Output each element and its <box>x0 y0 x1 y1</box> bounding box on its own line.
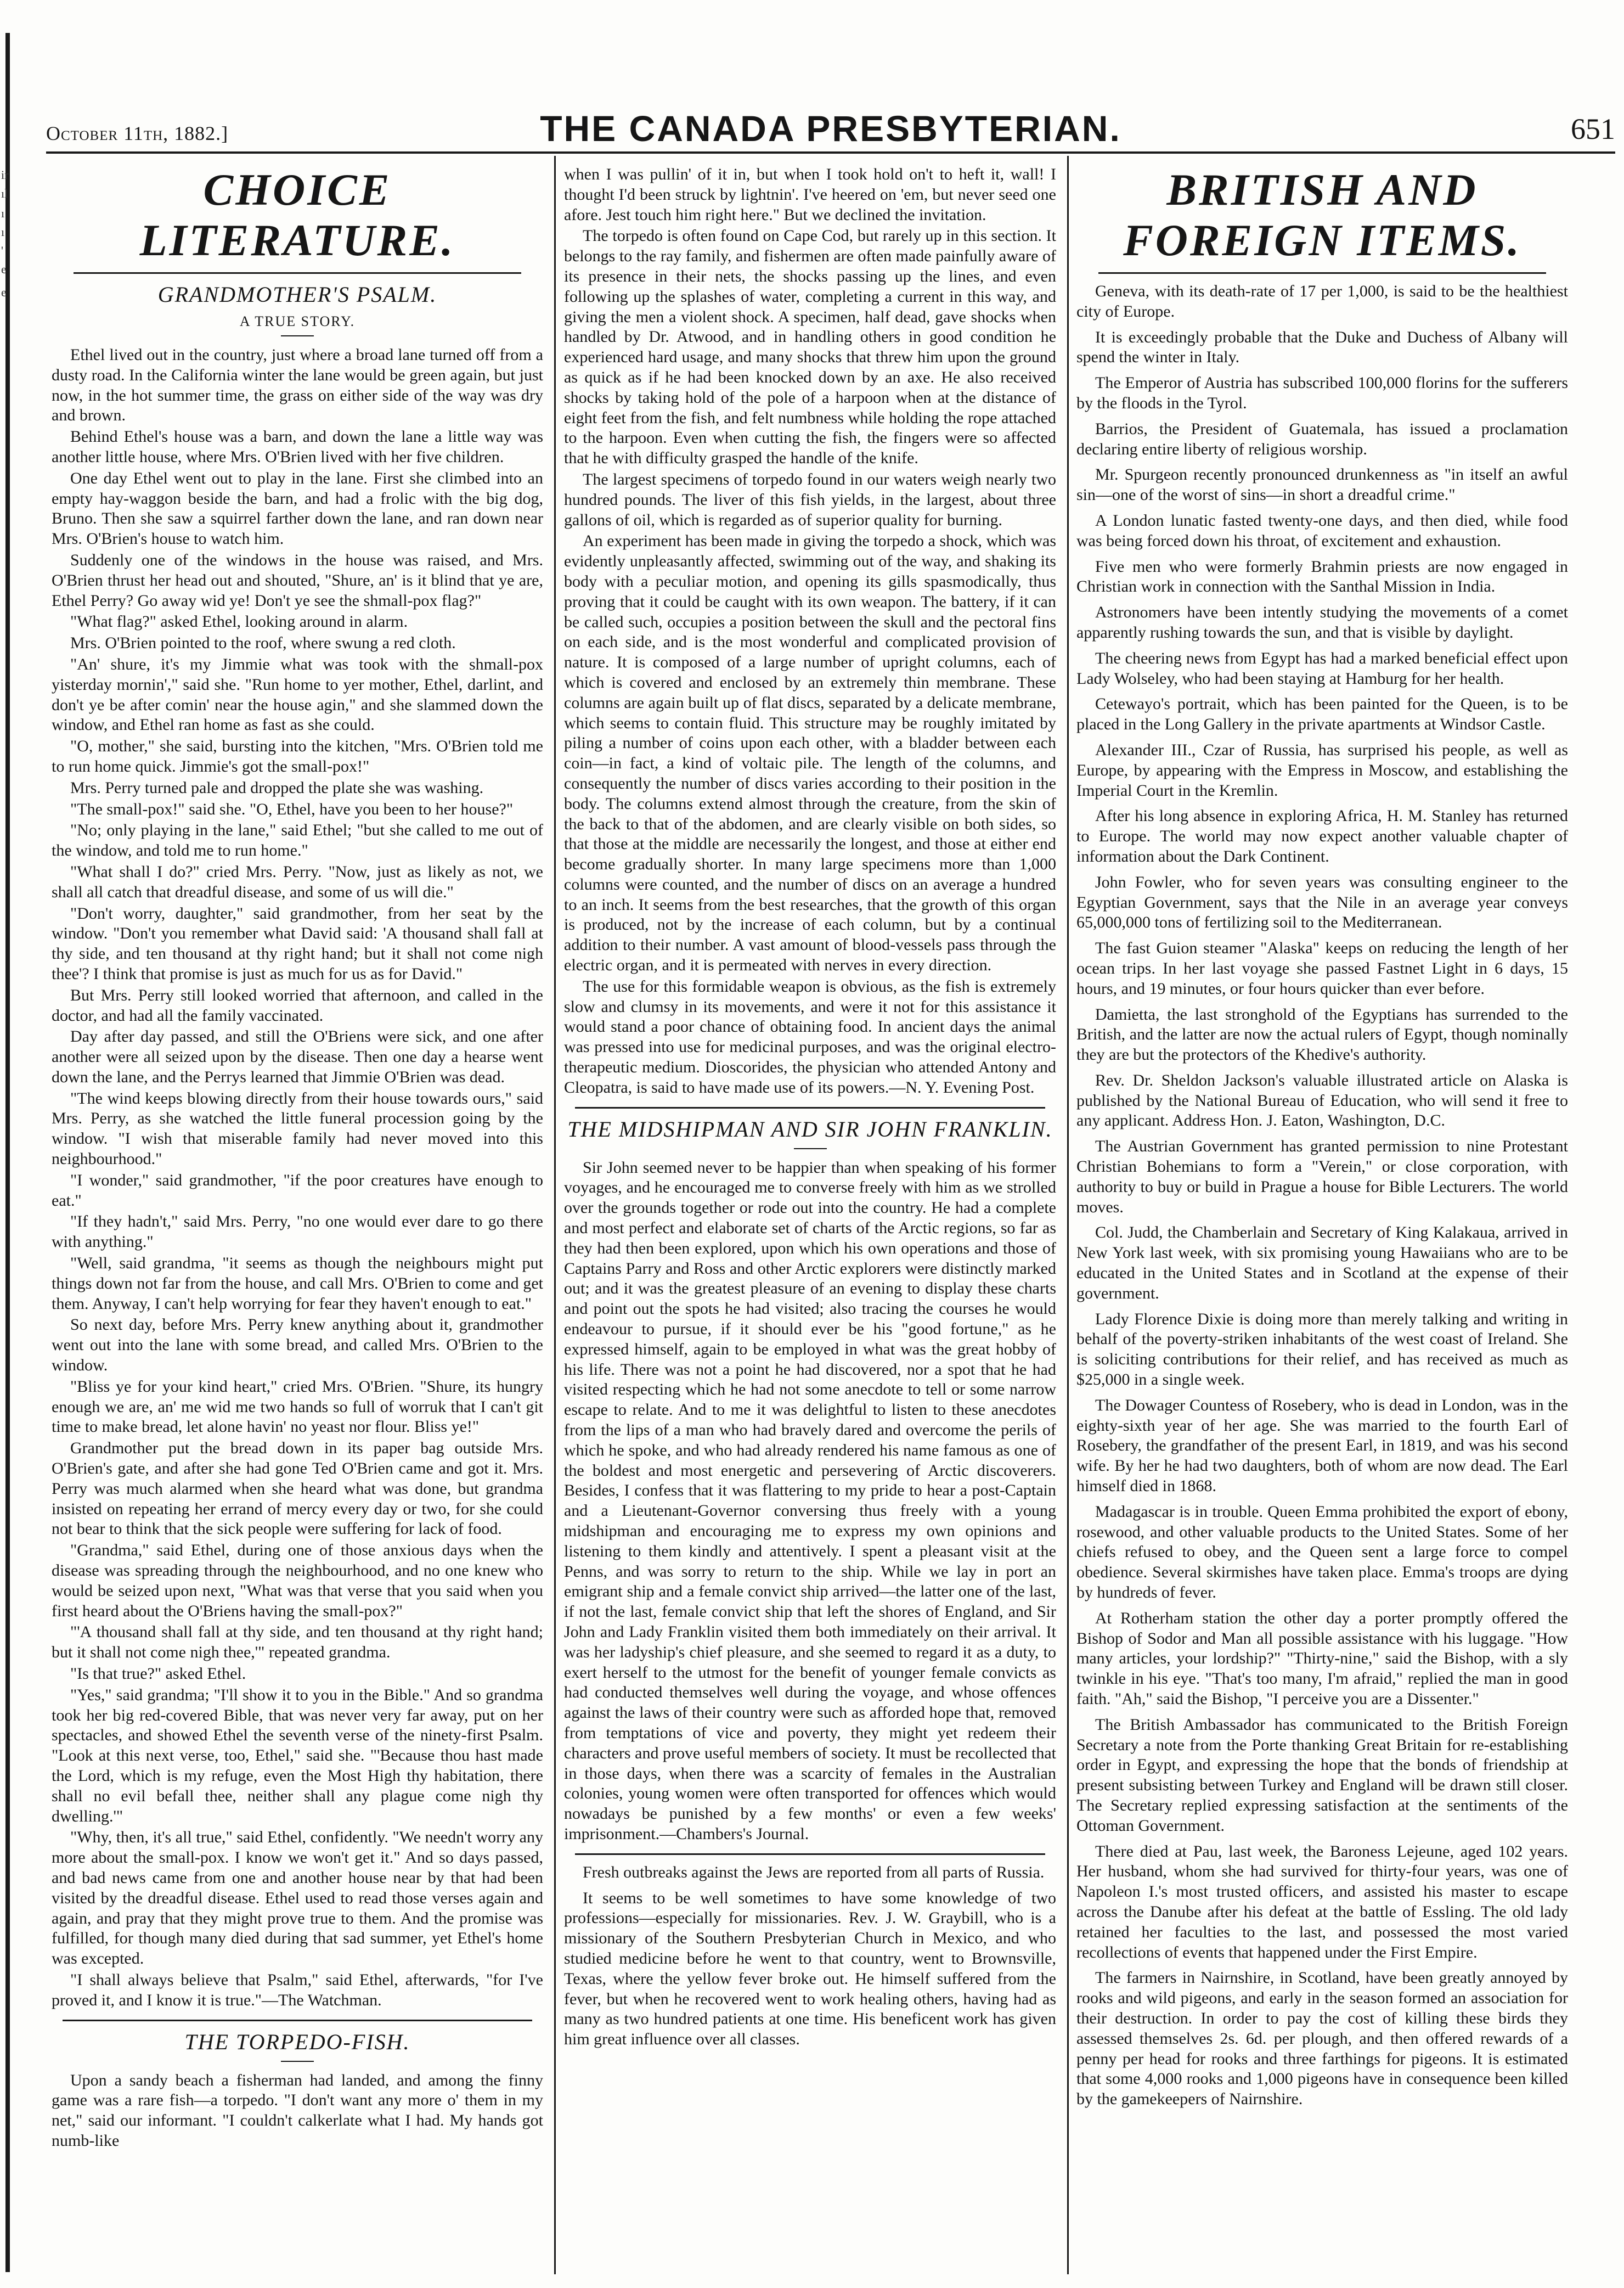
paragraph: The use for this formidable weapon is obvious, as the fish is extremely slow and clumsy in its movements, and were it not for this assistance it would stand a poor chance of obtaining food. In ancient days the animal was pressed into use for medicinal purposes, and was the original electro-therapeutic medium. Dioscorides, the physician who attended Antony and Cleopatra, is said to have made use of its powers.—N. Y. Evening Post. <box>564 977 1056 1097</box>
margin-mark: e <box>1 262 7 276</box>
page-number: 651 <box>1571 113 1615 145</box>
newspaper-title: THE CANADA PRESBYTERIAN. <box>540 108 1121 149</box>
column-rule <box>1067 156 1069 2274</box>
column-right <box>1076 165 1568 2278</box>
news-item: Five men who were formerly Brahmin priests are now engaged in Christian work in connection with the Santhal Mission in India. <box>1076 557 1568 596</box>
news-item: Mr. Spurgeon recently pronounced drunkenness as "in itself an awful sin—one of the worst of sins—in short a dreadful crime." <box>1076 465 1568 504</box>
paragraph: So next day, before Mrs. Perry knew anything about it, grandmother went out into the lane with some bread, and called Mrs. O'Brien to the window. <box>52 1316 543 1375</box>
news-item: The British Ambassador has communicated to the British Foreign Secretary a note from the Porte thanking Great Britain for re-establishing order in Egypt, and expressing the hope that the bonds of friendship at present subsisting between Turkey and England will be drawn still closer. The Secretary replied expressing satisfaction at the sentiments of the Ottoman Government. <box>1076 1715 1568 1835</box>
paragraph: "'A thousand shall fall at thy side, and ten thousand at thy right hand; but it shall not come nigh thee,'" repeated grandma. <box>52 1623 543 1662</box>
masthead-rule <box>1098 272 1546 274</box>
section-rule <box>63 2020 532 2021</box>
news-item: It seems to be well sometimes to have some knowledge of two professions—especially for missionaries. Rev. J. W. Graybill, who is a missionary of the Southern Presbyterian Church in Mexico, and who studied medicine before he went to that country, went to Brownsville, Texas, where the yellow fever broke out. He himself suffered from the fever, but when he recovered went to work healing others, having had as many as two hundred patients at one time. His beneficent work has given him great influence over all classes. <box>564 1888 1056 2049</box>
news-item: A London lunatic fasted twenty-one days, and then died, while food was being forced down his throat, of excitement and exhaustion. <box>1076 511 1568 550</box>
paragraph: "No; only playing in the lane," said Ethel; "but she called to me out of the window, and told me to run home." <box>52 821 543 860</box>
title-rule <box>281 335 314 336</box>
paragraph: But Mrs. Perry still looked worried that afternoon, and called in the doctor, and had all the family vaccinated. <box>52 986 543 1025</box>
column-rule <box>554 156 556 2274</box>
news-item: Lady Florence Dixie is doing more than merely talking and writing in behalf of the poverty-striken inhabitants of the west coast of Ireland. She is soliciting contributions for their relief, and has received as much as $25,000 in a single week. <box>1076 1309 1568 1389</box>
paragraph: One day Ethel went out to play in the lane. First she climbed into an empty hay-waggon beside the barn, and had a frolic with the big dog, Bruno. Then she saw a squirrel farther down the lane, and ran down near Mrs. O'Brien's house to watch him. <box>52 469 543 548</box>
paragraph: "Is that true?" asked Ethel. <box>70 1665 246 1683</box>
choice-literature-masthead: CHOICE LITERATURE. <box>139 165 455 265</box>
paragraph: Mrs. Perry turned pale and dropped the plate she was washing. <box>70 778 484 797</box>
news-item: At Rotherham station the other day a porter promptly offered the Bishop of Sodor and Man all possible assistance with his luggage. "How many articles, your lordship?" "Thirty-nine," said the Bishop, with a sly twinkle in his eye. "That's too many, I'm afraid," replied the man in good faith. "Ah," said the Bishop, "I perceive you are a Dissenter." <box>1076 1609 1568 1708</box>
header-rule <box>46 151 1615 154</box>
paragraph: "If they hadn't," said Mrs. Perry, "no one would ever dare to go there with anything." <box>52 1212 543 1251</box>
news-item: It is exceedingly probable that the Duke and Duchess of Albany will spend the winter in Italy. <box>1076 328 1568 367</box>
news-item: Fresh outbreaks against the Jews are reported from all parts of Russia. <box>583 1863 1045 1881</box>
column-middle <box>564 165 1056 2278</box>
news-item: Geneva, with its death-rate of 17 per 1,000, is said to be the healthiest city of Europe. <box>1076 282 1568 321</box>
column-left <box>52 165 543 2278</box>
paragraph: Ethel lived out in the country, just where a broad lane turned off from a dusty road. In the California winter the lane would be green again, but just now, in the hot summer time, the grass on either side of the way was dry and brown. <box>52 346 543 425</box>
paragraph: "The small-pox!" said she. "O, Ethel, have you been to her house?" <box>70 800 514 818</box>
news-item: The Dowager Countess of Rosebery, who is dead in London, was in the eighty-sixth year of her age. She was married to the fourth Earl of Rosebery, the grandfather of the present Earl, in 1819, and was his second wife. By her he had two daughters, both of whom are now dead. The Earl himself died in 1868. <box>1076 1396 1568 1496</box>
paragraph: Suddenly one of the windows in the house was raised, and Mrs. O'Brien thrust her head out and shouted, "Shure, an' is it blind that ye are, Ethel Perry? Go away wid ye! Don't ye see the shmall-pox flag?" <box>52 550 543 610</box>
binding-margin <box>0 33 18 2272</box>
news-item: Col. Judd, the Chamberlain and Secretary of King Kalakaua, arrived in New York last week, with six promising young Hawaiians who are to be educated in the United States and in Scotland at the expense of their government. <box>1076 1223 1568 1302</box>
paragraph: "Why, then, it's all true," said Ethel, confidently. "We needn't worry any more about the small-pox. I know we won't get it." And so days passed, and bad news came from one and another house near by that had been visited by the dreadful disease. Ethel used to read those verses again and again, and pray that they might prove true to them. And the promise was fulfilled, for though many died during that sad summer, yet Ethel's home was excepted. <box>52 1828 543 1968</box>
masthead-rule <box>74 272 521 274</box>
margin-mark: ir <box>1 168 9 182</box>
paragraph: The largest specimens of torpedo found in our waters weigh nearly two hundred pounds. The liver of this fish yields, in the largest, about three gallons of oil, which is regarded as of superior quality for burning. <box>564 470 1056 529</box>
story-title-midshipman: THE MIDSHIPMAN AND SIR JOHN FRANKLIN. <box>567 1116 1053 1142</box>
news-item: After his long absence in exploring Africa, H. M. Stanley has returned to Europe. The world may now expect another valuable chapter of information about the Dark Continent. <box>1076 807 1568 865</box>
paragraph: "I wonder," said grandmother, "if the poor creatures have enough to eat." <box>52 1171 543 1210</box>
paragraph: "What shall I do?" cried Mrs. Perry. "Now, just as likely as not, we shall all catch that dreadful disease, and some of us will die." <box>52 862 543 901</box>
news-item: Barrios, the President of Guatemala, has issued a proclamation declaring entire liberty of religious worship. <box>1076 419 1568 458</box>
paragraph: Sir John seemed never to be happier than when speaking of his former voyages, and he encouraged me to converse freely with him as we strolled over the grounds together or rode out into the country. He had a complete and most perfect and elaborate set of charts of the Arctic regions, so far as they had then been explored, upon which his own operations and those of Captains Parry and Ross and other Arctic explorers were distinctly marked out; and it was the greatest pleasure of an evening to display these charts and point out the spots he had visited; also tracing the courses he would endeavour to pursue, if it should ever be his "good fortune," as he expressed himself, again to be employed in what was the great hobby of his life. There was not a point he had discovered, nor a spot that he had visited respecting which he had not some anecdote to tell or some narrow escape to relate. And to me it was delightful to listen to these anecdotes from the lips of a man who had bravely dared and overcome the perils of which he spoke, and who had already rendered his name famous as one of the boldest and most energetic and persevering of Arctic discoverers. Besides, I confess that it was flattering to my pride to hear a post-Captain and a Lieutenant-Governor conversing thus freely with a young midshipman and encouraging me to express my own opinions and listening to them kindly and attentively. I spent a pleasant visit at the Penns, and was sorry to return to the ship. While we lay in port an emigrant ship and a female convict ship arrived—the latter one of the last, if not the last, female convict ship that left the shores of England, and Sir John and Lady Franklin visited them both immediately on their arrival. It was her ladyship's chief pleasure, and she seemed to regard it as a duty, to exert herself to the utmost for the benefit of younger female convicts as had conducted themselves well during the voyage, and whose offences against the laws of their country were such as afforded hope that, removed from temptations of vice and poverty, they might yet redeem their characters and prove useful members of society. It must be recollected that in those days, when there was a scarcity of females in the Australian colonies, young women were often transported for offences which would nowadays be punished by a few months' or even a few weeks' imprisonment.—Chambers's Journal. <box>564 1158 1056 1843</box>
story-title-grandmothers-psalm: GRANDMOTHER'S PSALM. <box>157 282 437 307</box>
margin-mark: ıl <box>1 187 8 200</box>
paragraph: "An' shure, it's my Jimmie what was took with the shmall-pox yisterday mornin'," said she. "Run home to yer mother, Ethel, darlint, and don't ye be after comin' near the house agin," and she slammed down the window, and Ethel ran home as fast as she could. <box>52 655 543 734</box>
paragraph: Grandmother put the bread down in its paper bag outside Mrs. O'Brien's gate, and after she had gone Ted O'Brien came and got it. Mrs. Perry was much alarmed when she heard what was done, but grandma insisted on repeating her errand of mercy every day or two, for she could not bear to think that the sick people were suffering for lack of food. <box>52 1439 543 1538</box>
british-foreign-items-masthead: BRITISH AND FOREIGN ITEMS. <box>1123 165 1521 265</box>
paragraph: "O, mother," she said, bursting into the kitchen, "Mrs. O'Brien told me to run home quick. Jimmie's got the small-pox!" <box>52 737 543 775</box>
paragraph: "Don't worry, daughter," said grandmother, from her seat by the window. "Don't you remember what David said: 'A thousand shall fall at thy side, and ten thousand at thy right hand; but it shall not come nigh thee'? I think that promise is just as much for us as for David." <box>52 904 543 983</box>
section-rule <box>575 1107 1045 1109</box>
news-item: John Fowler, who for seven years was consulting engineer to the Egyptian Government, says that the Nile in an average year conveys 65,000,000 tons of fertilizing soil to the Mediterranean. <box>1076 873 1568 932</box>
news-item: The cheering news from Egypt has had a marked beneficial effect upon Lady Wolseley, who had been staying at Hamburg for her health. <box>1076 649 1568 688</box>
margin-mark: ' <box>1 244 3 257</box>
paragraph: Day after day passed, and still the O'Briens were sick, and one after another were all seized upon by the disease. Then one day a hearse went down the lane, and the Perrys learned that Jimmie O'Brien was dead. <box>52 1027 543 1086</box>
news-item: Madagascar is in trouble. Queen Emma prohibited the export of ebony, rosewood, and other valuable products to the United States. Some of her chiefs refused to obey, and the Queen sent a large force to compel obedience. Several skirmishes have taken place. Emma's troops are dying by hundreds of fever. <box>1076 1502 1568 1602</box>
paragraph: "Yes," said grandma; "I'll show it to you in the Bible." And so grandma took her big red-covered Bible, that was never very far away, put on her spectacles, and showed Ethel the seventh verse of the ninety-first Psalm. "Look at this next verse, too, Ethel," said she. "'Because thou hast made the Lord, which is my refuge, even the Most High thy habitation, there shall no evil befall thee, neither shall any plague come nigh thy dwelling.'" <box>52 1685 543 1825</box>
news-item: There died at Pau, last week, the Baroness Lejeune, aged 102 years. Her husband, whom she had survived for thirty-four years, was one of Napoleon I.'s most trusted officers, and assisted his master to escape across the Danube after his defeat at the battle of Essling. The old lady retained her faculties to the last, and possessed the most varied recollections of events that happened under the First Empire. <box>1076 1842 1568 1961</box>
margin-mark: ı <box>1 225 5 239</box>
paragraph: "Well, said grandma, "it seems as though the neighbours might put things down not far from the house, and call Mrs. O'Brien to come and get them. Anyway, I can't help worrying for fear they haven't enough to eat." <box>52 1254 543 1313</box>
news-item: Alexander III., Czar of Russia, has surprised his people, as well as Europe, by appearing with the Empress in Moscow, and establishing the Imperial Court in the Kremlin. <box>1076 740 1568 800</box>
news-item: The Austrian Government has granted permission to nine Protestant Christian Bohemians to form a "Verein," or close corporation, with authority to buy or build in Prague a house for Bible Lecturers. The world moves. <box>1076 1137 1568 1216</box>
running-head <box>46 108 1615 147</box>
paragraph: Behind Ethel's house was a barn, and down the lane a little way was another little house, where Mrs. O'Brien lived with her five children. <box>52 428 543 466</box>
paragraph: The torpedo is often found on Cape Cod, but rarely up in this section. It belongs to the ray family, and fishermen are often made painfully aware of its presence in their nets, the shocks passing up the lines, and even following up the splashes of water, completing a current in this way, and giving the men a violent shock. A specimen, half dead, gave shocks when handled by Dr. Atwood, and in handling others in good condition he experienced hard usage, and many shocks that threw him upon the ground as quick as if he had been knocked down by an axe. He also received shocks by taking hold of the pole of a harpoon when at the distance of eight feet from the fish, and felt numbness while holding the rope attached to the harpoon. Even when cutting the fish, the fingers were so affected that he with difficulty grasped the handle of the knife. <box>564 227 1056 468</box>
section-rule <box>575 1853 1045 1855</box>
paragraph: "Bliss ye for your kind heart," cried Mrs. O'Brien. "Shure, its hungry enough we are, an' me wid me two hands so full of worruk that I can't git time to make bread, let alone havin' no yeast nor flour. Bliss ye!" <box>52 1377 543 1436</box>
paragraph: "What flag?" asked Ethel, looking around in alarm. <box>70 612 408 631</box>
news-item: Cetewayo's portrait, which has been painted for the Queen, is to be placed in the Long Gallery in the private apartments at Windsor Castle. <box>1076 695 1568 734</box>
title-rule <box>794 1148 827 1149</box>
paragraph: when I was pullin' of it in, but when I took hold on't to heft it, wall! I thought I'd been struck by lightnin'. I've heered on 'em, but never seed one afore. Jest touch him right here." But we declined the invitation. <box>564 165 1056 224</box>
news-item: The farmers in Nairnshire, in Scotland, have been greatly annoyed by rooks and wild pigeons, and early in the season formed an association for their destruction. In order to pay the cost of killing these birds they assessed themselves 2s. 6d. per plough, and then offered rewards of a penny per head for rooks and three farthings for pigeons. It is estimated that some 4,000 rooks and 1,000 pigeons have in consequence been killed by the gamekeepers of Nairnshire. <box>1076 1969 1568 2109</box>
story-grandmothers-psalm-body <box>52 345 543 2011</box>
paragraph: "I shall always believe that Psalm," said Ethel, afterwards, "for I've proved it, and I know it is true."—The Watchman. <box>52 1970 543 2009</box>
binding-edge <box>5 33 10 2272</box>
news-item: The fast Guion steamer "Alaska" keeps on reducing the length of her ocean trips. In her last voyage she passed Fastnet Light in 6 days, 15 hours, and 19 minutes, or four hours quicker than ever before. <box>1076 939 1568 998</box>
story-subtitle: A TRUE STORY. <box>239 313 356 329</box>
margin-mark: ı <box>1 206 5 220</box>
news-item: Rev. Dr. Sheldon Jackson's valuable illustrated article on Alaska is published by the National Bureau of Education, who will send it free to any applicant. Address Hon. J. Eaton, Washington, D.C. <box>1076 1071 1568 1130</box>
paragraph: "Grandma," said Ethel, during one of those anxious days when the disease was spreading through the neighbourhood, and no one knew who would be seized upon next, "What was that verse that you said when you first heard about the O'Briens having the small-pox?" <box>52 1541 543 1620</box>
paragraph: Upon a sandy beach a fisherman had landed, and among the finny game was a rare fish—a torpedo. "I don't want any more o' them in my net," said our informant. "I couldn't calkerlate what I had. My hands got numb-like <box>52 2071 543 2150</box>
news-item: The Emperor of Austria has subscribed 100,000 florins for the sufferers by the floods in the Tyrol. <box>1076 374 1568 412</box>
issue-date: October 11th, 1882.] <box>46 122 229 144</box>
margin-mark: e <box>1 285 7 299</box>
news-item: Damietta, the last stronghold of the Egyptians has surrended to the British, and the latter are now the actual rulers of Egypt, though nominally they are but the protectors of the Khedive's authority. <box>1076 1005 1568 1064</box>
story-title-torpedo-fish: THE TORPEDO-FISH. <box>184 2029 410 2054</box>
news-item: Astronomers have been intently studying the movements of a comet apparently rushing towards the sun, and that is visible by daylight. <box>1076 603 1568 642</box>
paragraph: Mrs. O'Brien pointed to the roof, where swung a red cloth. <box>70 634 456 653</box>
paragraph: An experiment has been made in giving the torpedo a shock, which was evidently unpleasantly affected, swimming out of the way, and shaking its body with a peculiar motion, and opening its gills spasmodically, thus proving that it could be caught with its own weapon. The battery, if it can be called such, occupies a position between the skull and the pectoral fins on each side, and is the most wonderful and complicated provision of nature. It is composed of a large number of upright columns, each of which is covered and enclosed by an extremely thin membrane. These columns are again built up of flat discs, separated by a delicate membrane, which seems to contain fluid. This structure may be roughly imitated by piling a number of coins upon each other, with a bladder between each coin—in fact, a kind of voltaic pile. The length of the columns, and consequently the number of discs varies according to their position in the body. The columns extend almost through the creature, from the skin of the back to that of the abdomen, and are clearly visible on both sides, so that those at the middle are necessarily the longest, and those at either end become gradually shorter. In many large specimens more than 1,000 columns were counted, and the number of discs on an average a hundred to an inch. It seems from the best researches, that the growth of this organ is produced, not by the increase of each column, but by a continual addition to their number. A vast amount of blood-vessels pass through the electric organ, and it is permeated with nerves in every direction. <box>564 532 1056 975</box>
paragraph: "The wind keeps blowing directly from their house towards ours," said Mrs. Perry, as she watched the little funeral procession going by the window. "I wish that miserable family had never moved into this neighbourhood." <box>52 1089 543 1168</box>
title-rule <box>281 2061 314 2062</box>
